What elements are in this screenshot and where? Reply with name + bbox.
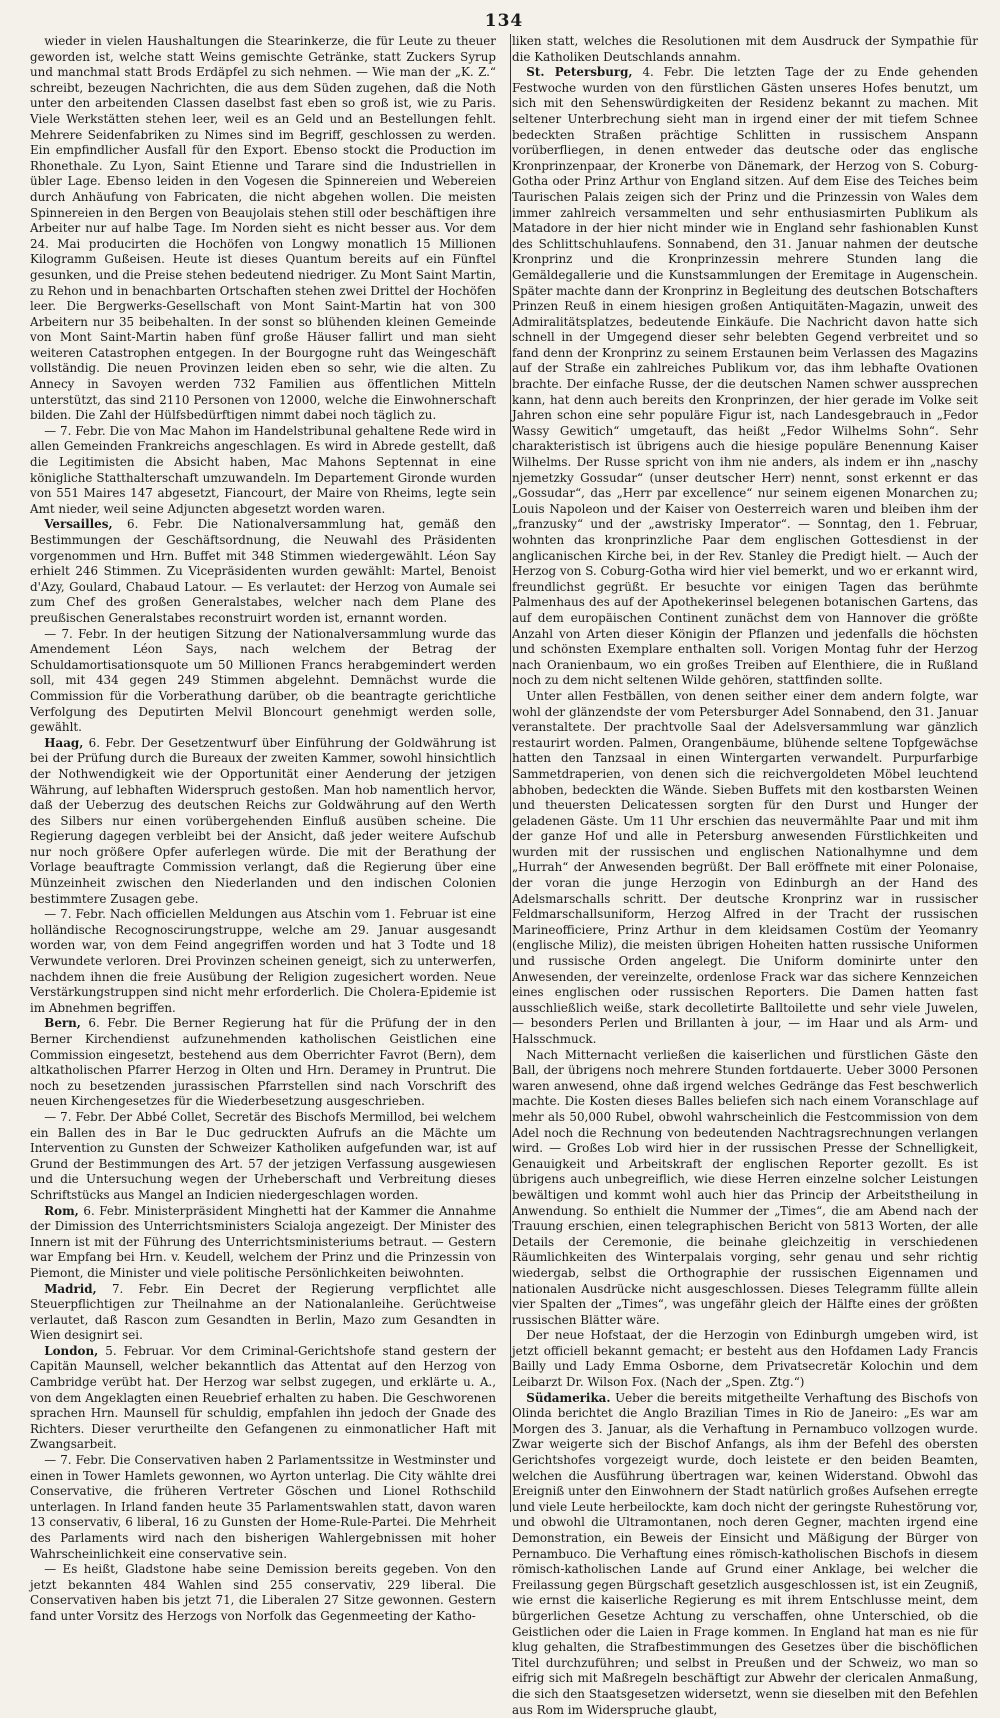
dateline-place: Versailles, [44,517,113,532]
left-paragraph [30,517,496,626]
paragraph-text: 4. Febr. Die letzten Tage der zu Ende gehenden Festwoche wurden von den fürstlichen Gästen unseres Hofes benutzt, um sich mit den Sehenswürdigkeiten der Residenz bekannt zu machen. Mit seltener Unterbrechung sieht man in irgend einer der mit tiefem Schnee bedeckten Straßen prächtige Schlitten in russischem Anspann vorüberfliegen, in denen entweder das deutsche oder das englische Kronprinzenpaar, der Kronerbe von Dänemark, der Herzog von S. Coburg-Gotha oder Prinz Arthur von England sitzen. Auf dem Eise des Teiches beim Taurischen Palais zeigen sich der Prinz und die Prinzessin von Wales dem immer zahlreich versammelten und sehr enthusiasmirten Publikum als Matadore in der hier nicht minder wie in England sehr fashionablen Kunst des Schlittschuhlaufens. Sonnabend, den 31. Januar nahmen der deutsche Kronprinz und die Kronprinzessin mehrere Stunden lang die Gemäldegallerie und die Kunstsammlungen der Eremitage in Augenschein. Später machte dann der Kronprinz in Begleitung des deutschen Botschafters Prinzen Reuß in einem hiesigen großen Antiquitäten-Magazin, unweit des Admiralitätsplatzes, bedeutende Einkäufe. Die Nachricht davon hatte sich schnell in der Umgegend dieser sehr belebten Gegend verbreitet und so fand denn der Kronprinz zu seinem Erstaunen beim Verlassen des Magazins auf der Straße ein zahlreiches Publikum vor, das ihm lebhafte Ovationen brachte. Der einfache Russe, der die deutschen Namen schwer aussprechen kann, hat denn auch bereits den Kronprinzen, der hier gerade im Volke seit Jahren schon eine sehr populäre Figur ist, nach Landesgebrauch in „Fedor Wassy Gewitich“ umgetauft, das heißt „Fedor Wilhelms Sohn“. Sehr charakteristisch ist übrigens auch die hiesige populäre Benennung Kaiser Wilhelms. Der Russe spricht von ihm nie anders, als indem er ihn „naschy njemetzky Gossudar“ (unser deutscher Herr) nennt, sonst erkennt er das „Gossudar“, das „Herr par excellence“ nur seinem eigenen Monarchen zu; Louis Napoleon und der Kaiser von Oesterreich waren und bleiben ihm der „franzusky“ und der „awstrisky Imperator“. — Sonntag, den 1. Februar, wohnten das kronprinzliche Paar dem englischen Gottesdienst in der anglicanischen Kirche bei, in der Rev. Stanley die Predigt hielt. — Auch der Herzog von S. Coburg-Gotha wird hier viel bemerkt, und wo er erkannt wird, freundlichst gegrüßt. Er besuchte vor einigen Tagen das berühmte Palmenhaus des auf der Apothekerinsel belegenen botanischen Gartens, das auf dem europäischen Continent zunächst dem von Hannover die größte Anzahl von Arten dieser Königin der Pflanzen und jedenfalls die höchsten und schönsten Exemplare enthalten soll. Vorigen Montag fuhr der Herzog nach Oranienbaum, wo ein großes Treiben auf Elenthiere, die in Rußland noch zu dem nicht seltenen Wilde gehören, stattfinden sollte. [512,65,978,688]
paragraph-text: — 7. Febr. Die Conservativen haben 2 Parlamentssitze in Westminster und einen in Tower Hamlets gewonnen, wo Ayrton unterlag. Die City wählte drei Conservative, die früheren Vertreter Göschen und Lionel Rothschild unterlagen. In Irland fanden heute 35 Parlamentswahlen statt, davon waren 13 conservativ, 6 liberal, 16 zu Gunsten der Home-Rule-Partei. Die Mehrheit des Parlaments wird nach den bisherigen Wahlergebnissen mit hoher Wahrscheinlichkeit eine conservative sein. [30,1453,496,1561]
left-paragraph [30,1016,496,1110]
page-number: 134 [484,11,524,31]
paragraph-text: liken statt, welches die Resolutionen mit dem Ausdruck der Sympathie für die Katholiken Deutschlands annahm. [512,34,978,64]
paragraph-text: — 7. Febr. Die von Mac Mahon im Handelstribunal gehaltene Rede wird in allen Gemeinden Frankreichs angeschlagen. Es wird in Abrede gestellt, daß die Legitimisten die Absicht haben, Mac Mahons Septennat in eine königliche Statthalterschaft umzuwandeln. Im Departement Gironde wurden von 551 Maires 147 abgesetzt, Fiancourt, der Maire von Rheims, legte sein Amt nieder, weil seine Adjuncten abgesetzt worden waren. [30,423,496,516]
paragraph-text: 6. Febr. Die Berner Regierung hat für die Prüfung der in den Berner Kirchendienst aufzunehmenden katholischen Geistlichen eine Commission eingesetzt, bestehend aus dem Oberrichter Favrot (Bern), dem altkatholischen Pfarrer Herzog in Olten und Hrn. Deramey in Pruntrut. Die noch zu besetzenden jurassischen Pfarrstellen sind nach Vorschrift des neuen Kirchengesetzes für die Wiederbesetzung ausgeschrieben. [30,1016,496,1109]
dateline-place: Madrid, [44,1281,97,1296]
right-paragraph [512,34,978,65]
right-paragraph [512,65,978,689]
left-paragraph [30,736,496,908]
left-paragraph [30,1344,496,1453]
right-paragraph [512,1048,978,1329]
paragraph-text: Der neue Hofstaat, der die Herzogin von Edinburgh umgeben wird, ist jetzt officiell bekannt gemacht; er besteht aus den Hofdamen Lady Francis Bailly und Lady Emma Osborne, dem Privatsecretär Kolochin und dem Leibarzt Dr. Wilson Fox. (Nach der „Spen. Ztg.“) [512,1328,978,1390]
paragraph-text: Nach Mitternacht verließen die kaiserlichen und fürstlichen Gäste den Ball, der übrigens noch mehrere Stunden fortdauerte. Ueber 3000 Personen waren anwesend, ohne daß irgend welches Gedränge das Fest beschwerlich machte. Die Kosten dieses Balles beliefen sich nach einem Voranschlage auf mehr als 50,000 Rubel, obwohl wahrscheinlich die Festcommission von dem Adel noch die Rechnung von bedeutenden Nachtragsrechnungen verlangen wird. — Großes Lob wird hier in der russischen Presse der Schnelligkeit, Genauigkeit und Arbeitskraft der englischen Reporter gezollt. Es ist übrigens auch unbegreiflich, wie diese Herren einzelne solcher Leistungen bewältigen und kommt wohl auch hier das Princip der Arbeitstheilung in Anwendung. So enthielt die Nummer der „Times“, die am Abend nach der Trauung erschien, einen telegraphischen Bericht von 5813 Worten, der alle Details der Ceremonie, die beinahe gleichzeitig in verschiedenen Räumlichkeiten des Winterpalais vorging, sehr genau und sehr richtig wiedergab, selbst die Orthographie der russischen Eigennamen und nationalen Ausdrücke nicht ausgeschlossen. Dieses Telegramm füllte allein vier Spalten der „Times“, was ungefähr gleich der Hälfte eines der größten russischen Blätter wäre. [512,1047,978,1327]
left-paragraph [30,34,496,424]
right-column [512,34,978,1717]
dateline-place: Südamerika. [526,1390,611,1405]
left-paragraph [30,627,496,736]
dateline-place: Bern, [44,1016,81,1031]
left-paragraph [30,424,496,518]
paragraph-text: 6. Febr. Die Nationalversammlung hat, gemäß den Bestimmungen der Geschäftsordnung, die Neuwahl des Präsidenten vorgenommen und Hrn. Buffet mit 348 Stimmen wiedergewählt. Léon Say erhielt 246 Stimmen. Zu Vicepräsidenten wurden gewählt: Martel, Benoist d'Azy, Goulard, Chabaud Latour. — Es verlautet: der Herzog von Aumale sei zum Chef des großen Generalstabes, welcher nach dem Plane des preußischen Generalstabes reconstruirt worden ist, ernannt worden. [30,517,497,625]
paragraph-text: — 7. Febr. Der Abbé Collet, Secretär des Bischofs Mermillod, bei welchem ein Ballen des in Bar le Duc gedruckten Aufrufs an die Mächte um Intervention zu Gunsten der Schweizer Katholiken aufgefunden war, ist auf Grund der Bestimmungen des Art. 57 der jetzigen Verfassung ausgewiesen und die Untersuchung wegen der Urheberschaft und Verbreitung dieses Schriftstücks aus Mangel an Indicien niedergeschlagen worden. [30,1109,496,1202]
column-divider [510,34,511,1512]
paragraph-text: Unter allen Festbällen, von denen seither einer dem andern folgte, war wohl der glänzendste der vom Petersburger Adel Sonnabend, den 31. Januar veranstaltete. Der prachtvolle Saal der Adelsversammlung war gänzlich restaurirt worden. Palmen, Orangenbäume, blühende seltene Topfgewächse hatten den Tanzsaal in einen Wintergarten verwandelt. Purpurfarbige Sammetdraperien, von denen sich die reichvergoldeten Möbel leuchtend abhoben, bedeckten die Wände. Sieben Buffets mit den kostbarsten Weinen und theuersten Delicatessen sorgten für den Durst und Hunger der geladenen Gäste. Um 11 Uhr erschien das neuvermählte Paar und mit ihm der ganze Hof und alle in Petersburg anwesenden Fürstlichkeiten und wurden mit der russischen und englischen Nationalhymne und dem „Hurrah“ der Anwesenden begrüßt. Der Ball eröffnete mit einer Polonaise, der voran die junge Herzogin von Edinburgh an der Hand des Adelsmarschalls schritt. Der deutsche Kronprinz war in russischer Feldmarschallsuniform, Herzog Alfred in der Tracht der russischen Marineofficiere, Prinz Arthur in dem kleidsamen Costüm der Yeomanry (englische Miliz), die meisten übrigen Hoheiten hatten russische Uniformen und russische Orden angelegt. Die Uniform dominirte unter den Anwesenden, der vereinzelte, ordenlose Frack war das sichere Kennzeichen eines englischen oder russischen Reporters. Die Damen hatten fast ausschließlich weiße, stark decolletirte Balltoilette und sehr viele Juwelen, — besonders Perlen und Brillanten à jour, — im Haar und als Arm- und Halsschmuck. [512,688,978,1046]
paragraph-text: — 7. Febr. In der heutigen Sitzung der Nationalversammlung wurde das Amendement Léon Says, nach welchem der Betrag der Schuldamortisationsquote um 50 Millionen Francs herabgemindert werden soll, mit 434 gegen 249 Stimmen abgelehnt. Demnächst wurde die Commission für die Vorberathung darüber, ob die beantragte gerichtliche Verfolgung des Deputirten Melvil Bloncourt genehmigt werden solle, gewählt. [30,626,496,735]
dateline-place: St. Petersburg, [526,65,633,80]
left-paragraph [30,1282,496,1344]
paragraph-text: 6. Febr. Der Gesetzentwurf über Einführung der Goldwährung ist bei der Prüfung durch die Bureaux der zweiten Kammer, sowohl hinsichtlich der Nothwendigkeit wie der Opportunität einer Aenderung der jetzigen Währung, auf lebhaften Widerspruch gestoßen. Man hob namentlich hervor, daß der Ueberzug des deutschen Reichs zur Goldwährung auf den Werth des Silbers nur einen vorübergehenden Einfluß ausüben scheine. Die Regierung dagegen verbleibt bei der Ansicht, daß jeder weitere Aufschub nur noch größere Opfer auferlegen würde. Die mit der Berathung der Vorlage beauftragte Commission verlangt, daß die Regierung über eine Münzeinheit zwischen den Niederlanden und den indischen Colonien bestimmtere Zusagen gebe. [30,735,496,906]
right-paragraph [512,689,978,1048]
left-paragraph [30,1204,496,1282]
paragraph-text: 5. Februar. Vor dem Criminal-Gerichtshofe stand gestern der Capitän Maunsell, welcher bekanntlich das Attentat auf den Herzog von Cambridge verübt hat. Der Herzog war selbst zugegen, und erklärte u. A., von dem Angeklagten einen Reuebrief erhalten zu haben. Die Geschworenen sprachen Hrn. Maunsell für schuldig, empfahlen ihn jedoch der Gnade des Richters. Dieser verurtheilte den Gefangenen zu einmonatlicher Haft mit Zwangsarbeit. [30,1343,497,1452]
left-paragraph [30,1562,496,1624]
right-paragraph [512,1328,978,1390]
left-paragraph [30,907,496,1016]
dateline-place: London, [44,1343,99,1358]
paragraph-text: 6. Febr. Ministerpräsident Minghetti hat der Kammer die Annahme der Dimission des Unterrichtsministers Scialoja angezeigt. Der Minister des Innern ist mit der Führung des Unterrichtsministeriums betraut. — Gestern war Empfang bei Hrn. v. Keudell, welchem der Prinz und die Prinzessin von Piemont, die Minister und viele politische Persönlichkeiten beiwohnten. [30,1203,496,1280]
dateline-place: Haag, [44,735,84,750]
left-column [30,34,497,1623]
paragraph-text: — 7. Febr. Nach officiellen Meldungen aus Atschin vom 1. Februar ist eine holländische Recognoscirungstruppe, welche am 29. Januar ausgesandt worden war, von dem Feind angegriffen worden und hat 3 Todte und 18 Verwundete verloren. Drei Provinzen scheinen geneigt, sich zu unterwerfen, nachdem ihnen die freie Ausübung der Religion zugesichert worden. Neue Verstärkungstruppen sind nicht mehr erforderlich. Die Cholera-Epidemie ist im Abnehmen begriffen. [30,907,496,1015]
right-paragraph [512,1391,978,1718]
paragraph-text: — Es heißt, Gladstone habe seine Demission bereits gegeben. Von den jetzt bekannten 484 Wahlen sind 255 conservativ, 229 liberal. Die Conservativen haben bis jetzt 71, die Liberalen 27 Sitze gewonnen. Gestern fand unter Vorsitz des Herzogs von Norfolk das Gegenmeeting der Katho- [30,1562,496,1623]
left-paragraph [30,1453,496,1562]
columns [30,34,978,1717]
left-paragraph [30,1110,496,1204]
paragraph-text: wieder in vielen Haushaltungen die Stearinkerze, die für Leute zu theuer geworden ist, welche statt Weins gemischte Getränke, statt Zuckers Syrup und manchmal statt Brods Erdäpfel zu sich nehmen. — Wie man der „K. Z.“ schreibt, bezeugen Nachrichten, die aus dem Süden zugehen, daß die Noth unter den arbeitenden Classen daselbst fast eben so groß ist, wie zu Paris. Viele Werkstätten stehen leer, weil es an Geld und an Bestellungen fehlt. Mehrere Seidenfabriken zu Nimes sind im Begriff, geschlossen zu werden. Ein empfindlicher Ausfall für den Export. Ebenso stockt die Production im Rhonethale. Zu Lyon, Saint Etienne und Tarare sind die Industriellen in übler Lage. Ebenso leiden in den Vogesen die Spinnereien und Webereien durch Anhäufung von Fabricaten, die nicht abgehen wollen. Die meisten Spinnereien in den Bergen von Beaujolais stehen still oder beschäftigen ihre Arbeiter nur auf halbe Tage. Im Norden sieht es nicht besser aus. Vor dem 24. Mai producirten die Hochöfen von Longwy monatlich 15 Millionen Kilogramm Gußeisen. Heute ist dieses Quantum bereits auf ein Fünftel gesunken, und die Preise stehen bedeutend niedriger. Zu Mont Saint Martin, zu Rehon und in benachbarten Ortschaften stehen zwei Drittel der Hochöfen leer. Die Bergwerks-Gesellschaft von Mont Saint-Martin hat von 300 Arbeitern nur 35 beibehalten. In der sonst so blühenden kleinen Gemeinde von Mont Saint-Martin haben fünf große Häuser fallirt und man sieht weiteren Catastrophen entgegen. In der Bourgogne ruht das Weingeschäft vollständig. Die neuen Provinzen leiden eben so sehr, wie die alten. Zu Annecy in Savoyen werden 732 Familien aus öffentlichen Mitteln unterstützt, das sind 2110 Personen von 12000, welche die Einwohnerschaft bilden. Die Zahl der Hülfsbedürftigen nimmt dabei noch täglich zu. [30,34,496,423]
dateline-place: Rom, [44,1203,79,1218]
paragraph-text: Ueber die bereits mitgetheilte Verhaftung des Bischofs von Olinda berichtet die Anglo Brazilian Times in Rio de Janeiro: „Es war am Morgen des 3. Januar, als die Verhaftung in Pernambuco vollzogen wurde. Zwar weigerte sich der Bischof Anfangs, als ihm der Befehl des obersten Gerichtshofes vorgezeigt wurde, doch leistete er den beiden Beamten, welchen die Ausführung übertragen war, keinen Widerstand. Obwohl das Ereigniß unter den Einwohnern der Stadt natürlich großes Aufsehen erregte und viele Leute herbeilockte, kam doch nicht der geringste Ruhestörung vor, und obwohl die Ultramontanen, noch deren Gegner, machten irgend eine Demonstration, ein Beweis der Einsicht und Mäßigung der Bürger von Pernambuco. Die Verhaftung eines römisch-katholischen Bischofs in diesem römisch-katholischen Lande auf Grund einer Anklage, bei welcher die Freilassung gegen Bürgschaft gesetzlich ausgeschlossen ist, ist ein Zeugniß, wie ernst die kaiserliche Regierung es mit ihrem Entschlusse meint, dem bürgerlichen Gesetze Achtung zu verschaffen, ohne Unterschied, ob die Geistlichen oder die Laien in Frage kommen. In England hat man es nie für klug gehalten, die Strafbestimmungen des Gesetzes über die bischöflichen Titel durchzuführen; und selbst in Preußen und der Schweiz, wo man so eifrig sich mit Maßregeln beschäftigt zur Abwehr der clericalen Anmaßung, die sich den Staatsgesetzen widersetzt, wenn sie dieselben mit den Befehlen aus Rom im Widerspruche glaubt, [512,1390,978,1717]
paragraph-text: 7. Febr. Ein Decret der Regierung verpflichtet alle Steuerpflichtigen zur Theilnahme an der Nationalanleihe. Gerüchtweise verlautet, daß Rascon zum Gesandten in Berlin, Mazo zum Gesandten in Wien designirt sei. [30,1281,497,1343]
